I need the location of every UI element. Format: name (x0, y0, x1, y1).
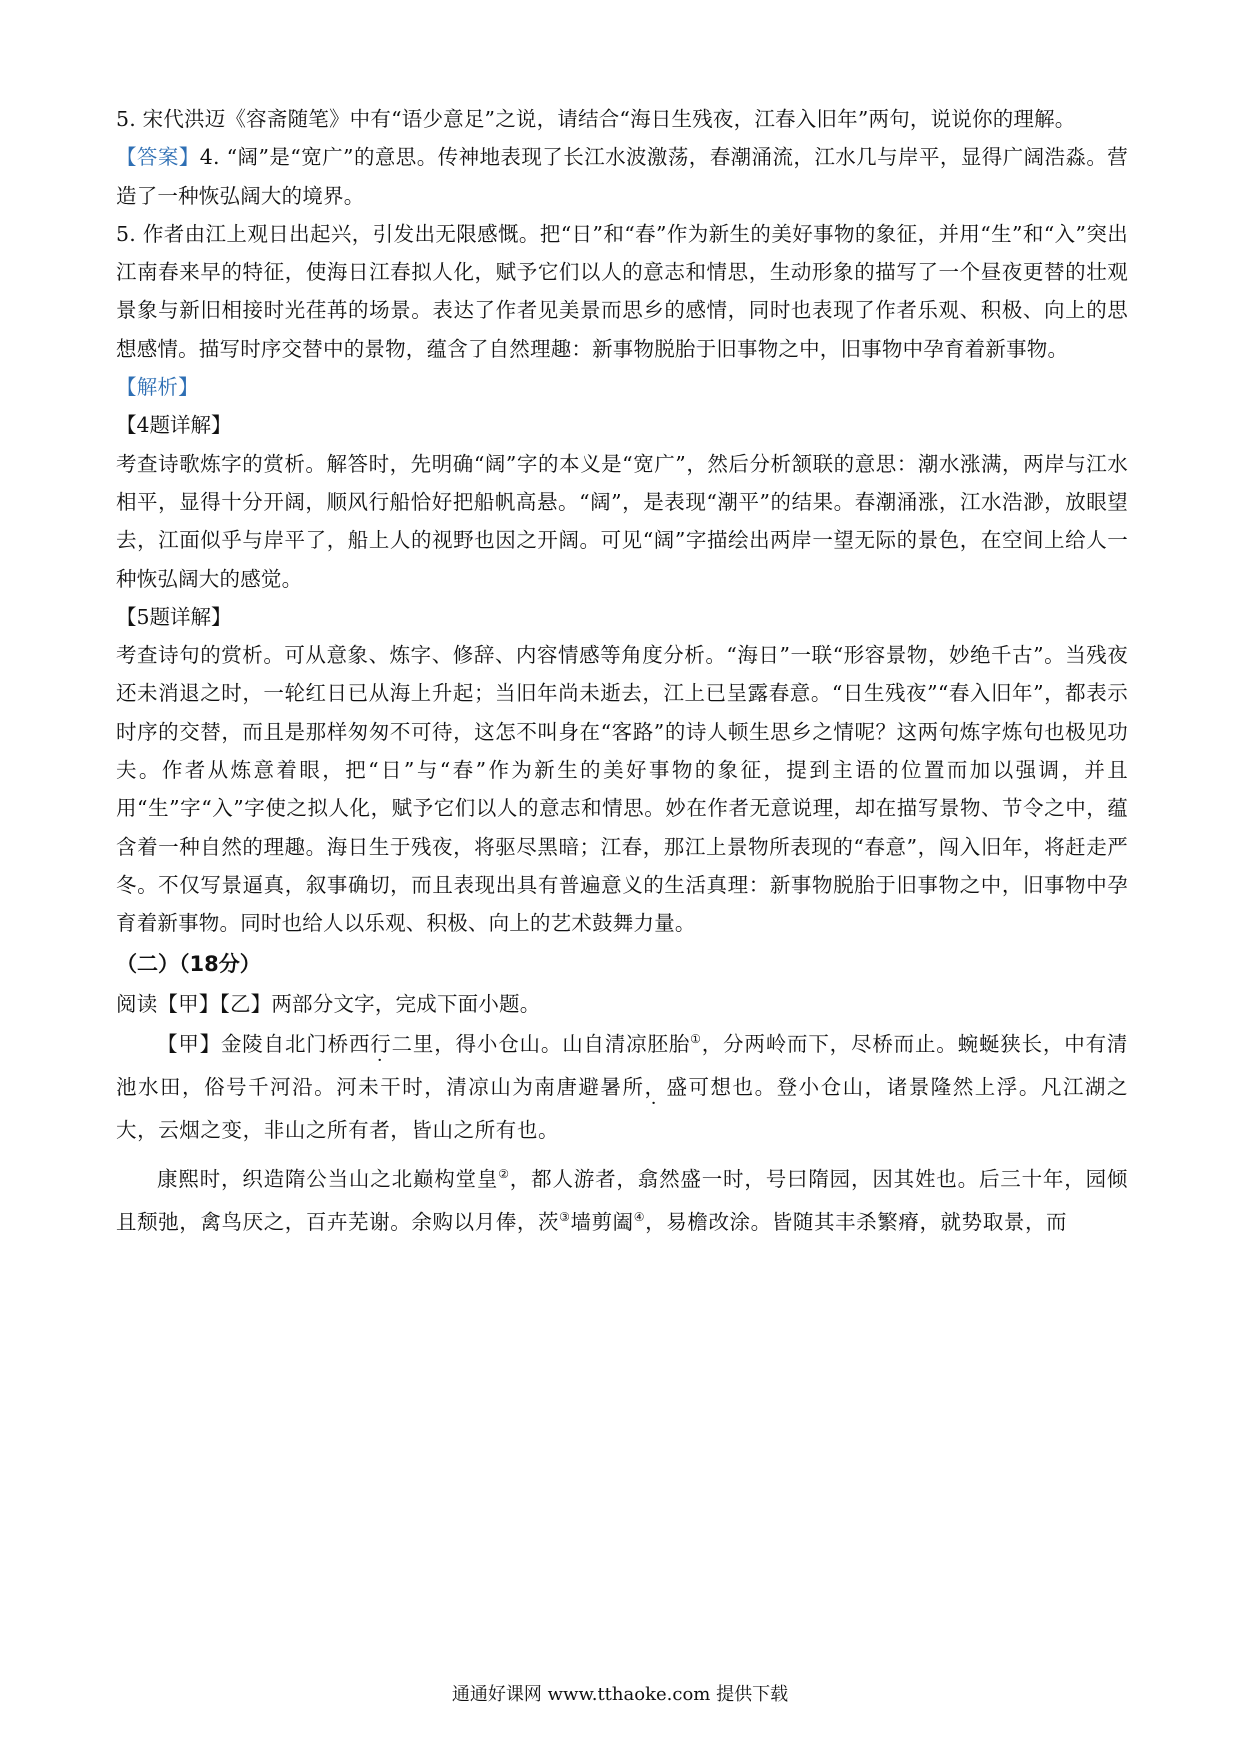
analysis-label-text: 【解析】 (116, 375, 199, 400)
passage-text: ，盛可想也。登小仓山，诸景隆然上浮。凡江湖之大，云烟之变，非山之所有者，皆山之所有也。 (116, 1074, 1128, 1142)
passage-text: 【甲】金陵自北门桥 (157, 1031, 349, 1056)
emphasis-char: 西 (348, 1031, 371, 1056)
section-instruction: 阅读【甲】【乙】两部分文字，完成下面小题。 (116, 991, 541, 1016)
passage-text: ，分两岭而下，尽桥而止。蜿蜒狭长，中有清池水田，俗号千河沿。河未干时，清凉山为南唐避暑 (116, 1031, 1129, 1099)
document-page (116, 100, 1128, 1244)
q5-detail-heading: 【5题详解】 (116, 604, 232, 629)
passage-text: ，都人游者，翕然盛一时，号曰隋园，因其姓也。后三十年，园倾且颓弛，禽鸟厌之，百卉芜谢。余购以月俸，茨 (116, 1166, 1128, 1234)
page-footer: 通通好课网 www.tthaoke.com 提供下载 (451, 1684, 789, 1705)
q4-detail-heading: 【4题详解】 (116, 413, 232, 438)
answer-4-text: 4. “阔”是“宽广”的意思。传神地表现了长江水波激荡，春潮涌流，江水几与岸平，显得广阔浩淼。营造了一种恢弘阔大的境界。 (116, 145, 1129, 208)
question-5: 5. 宋代洪迈《容斋随笔》中有“语少意足”之说，请结合“海日生残夜，江春入旧年”两句，说说你的理解。 (116, 107, 1076, 131)
q5-detail-text: 考查诗句的赏析。可从意象、炼字、修辞、内容情感等角度分析。“海日”一联“形容景物，妙绝千古”。当残夜还未消退之时，一轮红日已从海上升起；当旧年尚未逝去，江上已呈露春意。“日生残夜”“春入旧年”，都表示时序的交替，而且是那样匆匆不可待，这怎不叫身在“客路”的诗人顿生思乡之情呢？这两句炼字炼句也极见功夫。作者从炼意着眼，把“日”与“春”作为新生的美好事物的象征，提到主语的位置而加以强调，并且用“生”字“入”字使之拟人化，赋予它们以人的意志和情思。妙在作者无意说理，却在描写景物、节令之中，蕴含着一种自然的理趣。海日生于残夜，将驱尽黑暗；江春，那江上景物所表现的“春意”，闯入旧年，将赶走严冬。不仅写景逼真，叙事确切，而且表现出具有普遍意义的生活真理：新事物脱胎于旧事物之中，旧事物中孕育着新事物。同时也给人以乐观、积极、向上的艺术鼓舞力量。 (116, 643, 1128, 936)
footnote-marker: ② (498, 1166, 510, 1181)
answer-label: 【答案】 (116, 145, 200, 170)
answer-paragraph-1 (116, 138, 1128, 215)
section-title: （二）（18分） (116, 951, 261, 976)
footnote-marker: ④ (633, 1209, 646, 1224)
answer-5-text: 5. 作者由江上观日出起兴，引发出无限感慨。把“日”和“春”作为新生的美好事物的象征，并用“生”和“入”突出江南春来早的特征，使海日江春拟人化，赋予它们以人的意志和情思，生动形象的描写了一个昼夜更替的壮观景象与新旧相接时光荏苒的场景。表达了作者见美景而思乡的感情，同时也表现了作者乐观、积极、向上的思想感情。描写时序交替中的景物，蕴含了自然理趣：新事物脱胎于旧事物之中，旧事物中孕育着新事物。 (116, 221, 1128, 361)
analysis-label (116, 368, 1128, 406)
footnote-marker: ① (690, 1031, 702, 1046)
footnote-marker: ③ (559, 1209, 571, 1224)
passage-text: ，易檐改涂。皆随其丰杀繁瘠，就势取景，而 (645, 1209, 1068, 1234)
passage-jia-paragraph-1 (116, 1023, 1128, 1152)
passage-text: 墙剪阖 (570, 1209, 634, 1234)
passage-text: 行二里，得小仓山。山自清凉胚胎 (370, 1031, 691, 1056)
emphasis-char: 所 (622, 1074, 645, 1099)
q4-detail-text: 考查诗歌炼字的赏析。解答时，先明确“阔”字的本义是“宽广”，然后分析颔联的意思：潮水涨满，两岸与江水相平，显得十分开阔，顺风行船恰好把船帆高悬。“阔”，是表现“潮平”的结果。春潮涌涨，江水浩渺，放眼望去，江面似乎与岸平了，船上人的视野也因之开阔。可见“阔”字描绘出两岸一望无际的景色，在空间上给人一种恢弘阔大的感觉。 (116, 451, 1128, 591)
passage-jia-paragraph-2 (116, 1158, 1128, 1244)
passage-text: 康熙时，织造隋公当山之北巅构堂皇 (157, 1166, 499, 1191)
